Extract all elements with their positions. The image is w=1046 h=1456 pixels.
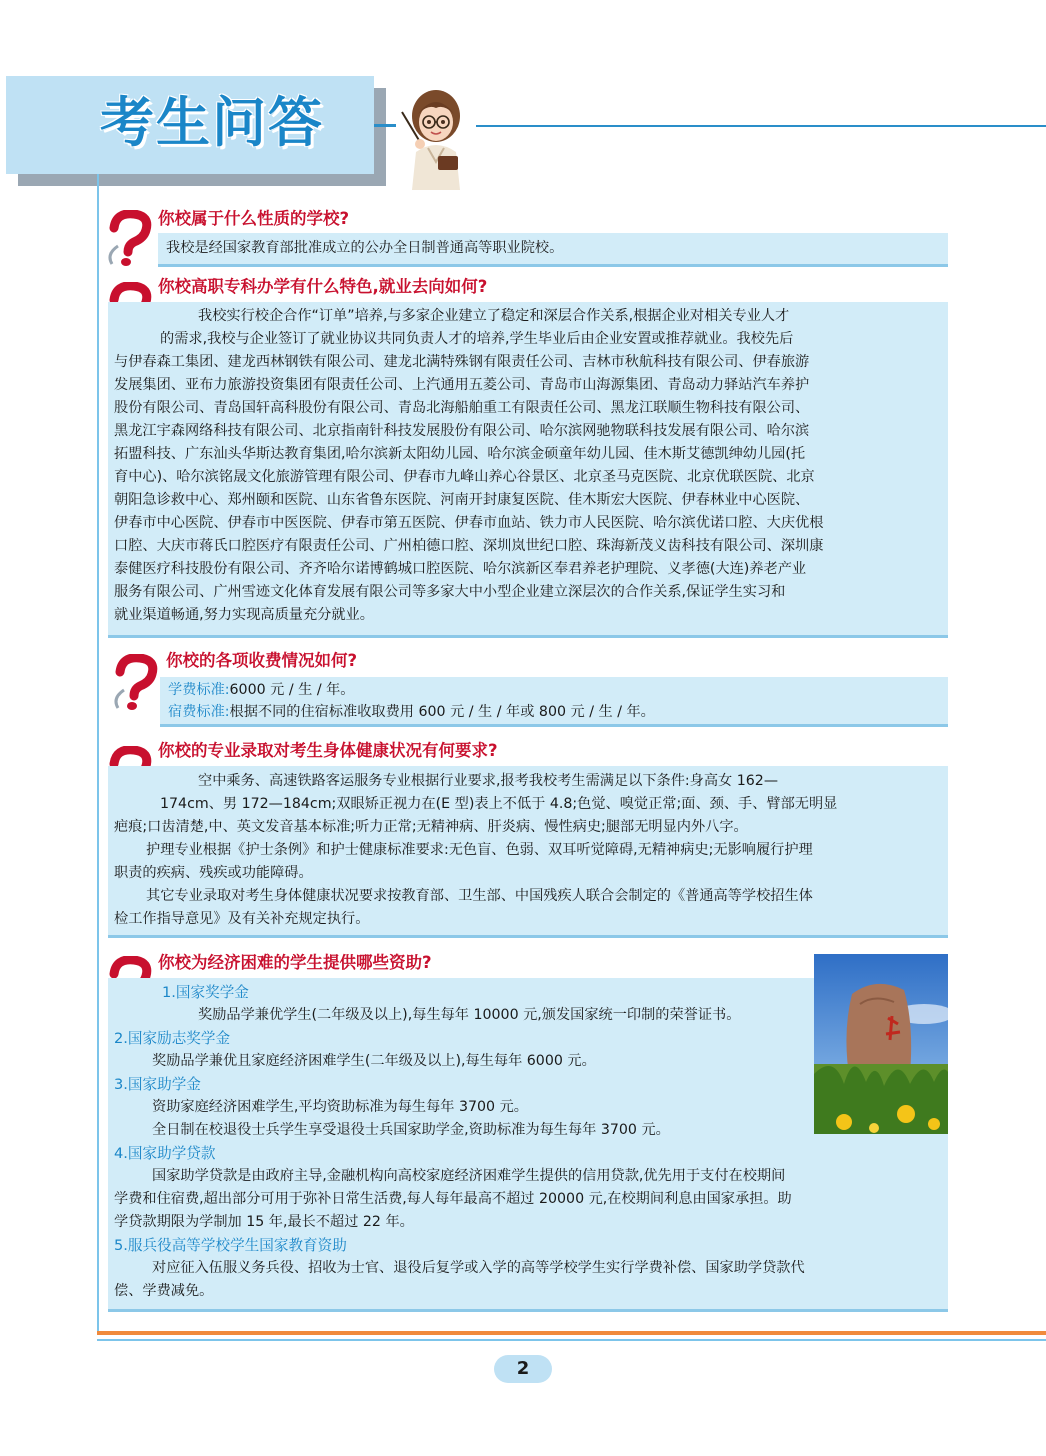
answer-line: 口腔、大庆市蒋氏口腔医疗有限责任公司、广州柏德口腔、深圳岚世纪口腔、珠海新茂义齿科技有限公司、深圳康 [114,538,824,554]
question-title: 你校为经济困难的学生提供哪些资助? [158,953,432,972]
answer-line: 发展集团、亚布力旅游投资集团有限责任公司、上汽通用五菱公司、青岛市山海源集团、青岛动力驿站汽车养护 [114,377,810,393]
answer-line: 检工作指导意见》及有关补充规定执行。 [114,911,370,927]
answer-line: 就业渠道畅通,努力实现高质量充分就业。 [114,607,374,623]
question-title: 你校的各项收费情况如何? [166,651,358,670]
answer-line: 我校实行校企合作“订单”培养,与多家企业建立了稳定和深层合作关系,根据企业对相关专业人才 [198,308,790,324]
answer-line: 股份有限公司、青岛国轩高科股份有限公司、青岛北海船舶重工有限责任公司、黑龙江联顺生物科技有限公司、 [114,400,810,416]
answer-line: 与伊春森工集团、建龙西林钢铁有限公司、建龙北满特殊钢有限责任公司、吉林市秋航科技有限公司、伊春旅游 [114,354,810,370]
answer-line: 泰健医疗科技股份有限公司、齐齐哈尔诺博鹤城口腔医院、哈尔滨新区奉君养老护理院、义孝德(大连)养老产业 [114,561,807,577]
footer-rule-blue [97,1339,1046,1341]
answer-line: 护理专业根据《护士条例》和护士健康标准要求:无色盲、色弱、双耳听觉障碍,无精神病史;无影响履行护理 [146,842,813,858]
aid-heading: 2.国家励志奖学金 [114,1030,231,1047]
answer-line: 疤痕;口齿清楚,中、英文发音基本标准;听力正常;无精神病、肝炎病、慢性病史;腿部无明显内外八字。 [114,819,748,835]
answer-line: 拓盟科技、广东汕头华斯达教育集团,哈尔滨新太阳幼儿园、哈尔滨金硕童年幼儿园、佳木斯艾德凯绅幼儿园(托 [114,446,806,462]
answer-line: 的需求,我校与企业签订了就业协议共同负责人才的培养,学生毕业后由企业安置或推荐就业。我校先后 [160,331,794,347]
answer-line: 174cm、男 172—184cm;双眼矫正视力在(E 型)表上不低于 4.8;色觉、嗅觉正常;面、颈、手、臂部无明显 [160,796,838,812]
campus-stone-photo [814,954,948,1134]
aid-heading: 1.国家奖学金 [162,984,249,1001]
aid-heading: 4.国家助学贷款 [114,1145,216,1162]
dorm-value: 根据不同的住宿标准收取费用 600 元 / 生 / 年或 800 元 / 生 / 年。 [229,704,655,720]
answer-line: 黑龙江宇森网络科技有限公司、北京指南针科技发展股份有限公司、哈尔滨网驰物联科技发展有限公司、哈尔滨 [114,423,810,439]
fee-row-dorm [168,701,655,724]
answer-line: 服务有限公司、广州雪迹文化体育发展有限公司等多家大中小型企业建立深层次的合作关系,保证学生实习和 [114,584,786,600]
aid-text: 学贷款期限为学制加 15 年,最长不超过 22 年。 [114,1214,414,1230]
page-number: 2 [494,1355,552,1383]
aid-heading: 3.国家助学金 [114,1076,201,1093]
aid-text: 全日制在校退役士兵学生享受退役士兵国家助学金,资助标准为每生每年 3700 元。 [152,1122,670,1138]
fee-row-tuition [168,679,355,702]
aid-heading: 5.服兵役高等学校学生国家教育资助 [114,1237,347,1254]
answer-text: 我校是经国家教育部批准成立的公办全日制普通高等职业院校。 [166,240,564,256]
answer-line: 朝阳急诊救中心、郑州颐和医院、山东省鲁东医院、河南开封康复医院、佳木斯宏大医院、伊春林业中心医院、 [114,492,810,508]
question-mark-icon [110,654,160,710]
tuition-value: 6000 元 / 生 / 年。 [229,682,355,698]
question-title: 你校的专业录取对考生身体健康状况有何要求? [158,741,498,760]
dorm-label: 宿费标准: [168,704,230,720]
answer-line: 育中心)、哈尔滨铭晟文化旅游管理有限公司、伊春市九峰山养心谷景区、北京圣马克医院、北京优联医院、北京 [114,469,815,485]
page-title: 考生问答 [100,91,324,154]
aid-text: 对应征入伍服义务兵役、招收为士官、退役后复学或入学的高等学校学生实行学费补偿、国家助学贷款代 [152,1260,805,1276]
question-mark-icon [104,210,154,266]
aid-text: 学费和住宿费,超出部分可用于弥补日常生活费,每人每年最高不超过 20000 元,在校期间利息由国家承担。助 [114,1191,792,1207]
answer-box [158,233,948,267]
answer-line: 其它专业录取对考生身体健康状况要求按教育部、卫生部、中国残疾人联合会制定的《普通高等学校招生体 [146,888,813,904]
answer-line: 伊春市中心医院、伊春市中医医院、伊春市第五医院、伊春市血站、铁力市人民医院、哈尔滨优诺口腔、大庆优根 [114,515,824,531]
question-title: 你校属于什么性质的学校? [158,209,350,228]
tuition-label: 学费标准: [168,682,230,698]
aid-text: 奖励品学兼优学生(二年级及以上),每生每年 10000 元,颁发国家统一印制的荣誉证书。 [198,1007,741,1023]
aid-text: 资助家庭经济困难学生,平均资助标准为每生每年 3700 元。 [152,1099,528,1115]
aid-text: 奖励品学兼优且家庭经济困难学生(二年级及以上),每生每年 6000 元。 [152,1053,596,1069]
question-title: 你校高职专科办学有什么特色,就业去向如何? [158,277,488,296]
aid-text: 偿、学费减免。 [114,1283,214,1299]
answer-line: 职责的疾病、残疾或功能障碍。 [114,865,313,881]
footer-rule-orange [97,1331,1046,1335]
header-dash [374,124,396,127]
aid-text: 国家助学贷款是由政府主导,金融机构向高校家庭经济困难学生提供的信用贷款,优先用于支付在校期间 [152,1168,786,1184]
header-rule [476,125,1046,127]
teacher-illustration [398,82,474,190]
answer-line: 空中乘务、高速铁路客运服务专业根据行业要求,报考我校考生需满足以下条件:身高女 162— [198,773,779,789]
left-rule [97,174,99,1334]
